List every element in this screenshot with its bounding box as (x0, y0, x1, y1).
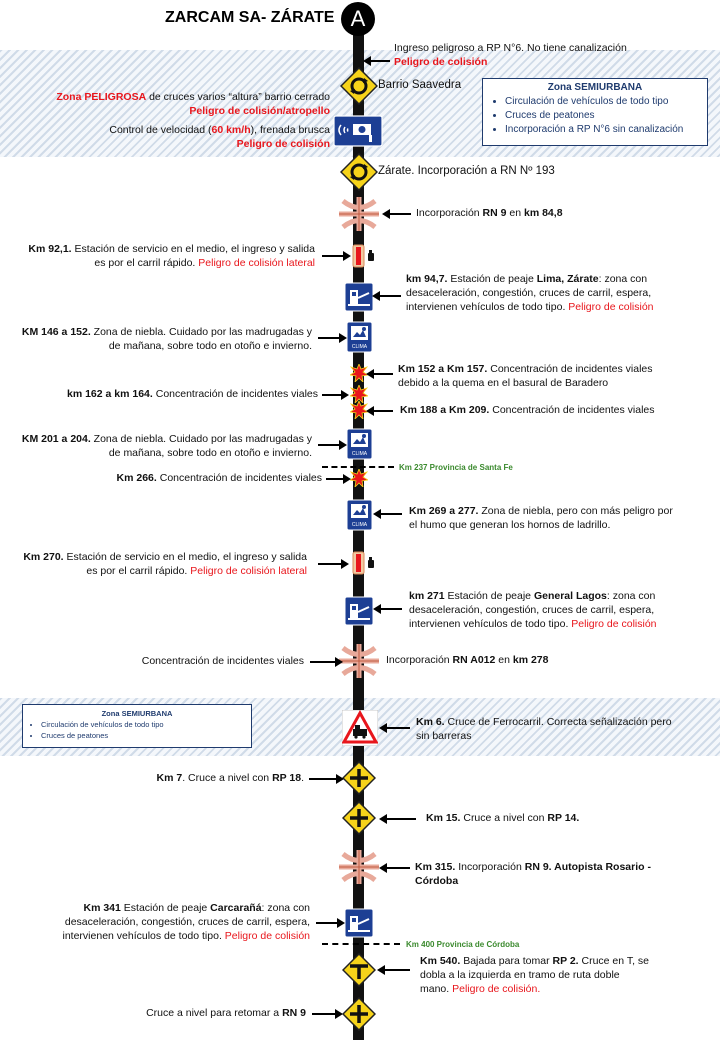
zone-box-bottom-item: • Cruces de peatones (41, 730, 251, 741)
interchange-icon (339, 644, 379, 678)
label-text: es por el carril rápido. (86, 565, 191, 577)
danger-text: Peligro de colisión (571, 618, 657, 630)
label-text: km 162 a km 164. (66, 388, 153, 400)
pointer-arrow-left (384, 969, 410, 971)
label-text: intervienen vehículos de todo tipo. (406, 301, 569, 313)
label-text: KM 146 a 152. (21, 326, 91, 338)
gas-station-icon (350, 550, 378, 576)
start-marker: A (341, 2, 375, 36)
pointer-arrow-right (309, 778, 337, 780)
danger-text: Peligro de colisión (224, 930, 310, 942)
label-text: Incorporación (455, 861, 525, 873)
province-boundary-line (322, 466, 394, 468)
toll-booth-sign-icon (344, 908, 374, 938)
pointer-arrow-right (312, 1013, 336, 1015)
clima-label: CLIMA (351, 451, 368, 457)
pointer-arrow-left (389, 213, 411, 215)
zone-box-top-title: Zona SEMIURBANA (547, 82, 643, 93)
t-junction-sign-icon (342, 953, 376, 987)
pointer-arrow-left (386, 727, 410, 729)
label-km278 (386, 653, 548, 667)
label-retomar-rn9 (8, 1006, 306, 1020)
label-text: ), frenada brusca (250, 124, 330, 136)
label-text: Km 540. (420, 955, 461, 967)
label-text: : zona con (598, 273, 648, 285)
label-text: Estación de peaje (444, 590, 534, 602)
label-speed-control (10, 123, 330, 151)
pointer-arrow-right (310, 661, 336, 663)
label-text: Km 152 a Km 157. (398, 363, 488, 375)
label-km84 (416, 206, 563, 220)
label-text: desaceleración, congestión, cruces de carril, espera, (64, 916, 310, 928)
label-text: intervienen vehículos de todo tipo. (62, 930, 225, 942)
label-km15 (426, 811, 579, 825)
label-text: km 271 (409, 590, 445, 602)
label-text: Lima, Zárate (536, 273, 599, 285)
label-text: KM 201 a 204. (21, 433, 91, 445)
label-km540 (420, 954, 649, 996)
label-text: Bajada para tomar (460, 955, 553, 967)
clima-label: CLIMA (351, 522, 368, 528)
label-km7 (8, 771, 304, 785)
label-text: Estación de servicio en el medio, el ingreso y salida (71, 243, 315, 255)
danger-text: Zona PELIGROSA (56, 91, 147, 103)
railway-crossing-sign-icon (342, 710, 378, 746)
pointer-arrow-left (373, 410, 393, 412)
label-text: RP 2. (552, 955, 579, 967)
label-text: . (301, 772, 304, 784)
pointer-arrow-left (370, 60, 390, 62)
fog-weather-sign-icon (346, 321, 373, 353)
roundabout-sign-icon (340, 67, 378, 105)
label-text: Zona de niebla. Cuidado por las madrugadas y (90, 326, 312, 338)
label-text: en (506, 207, 524, 219)
danger-text: Peligro de colisión. (452, 983, 541, 995)
zone-box-top-item: • Cruces de peatones (505, 109, 707, 123)
crossroads-sign-icon (342, 801, 376, 835)
zone-box-top-item: • Circulación de vehículos de todo tipo (505, 95, 707, 109)
label-text: General Lagos (533, 590, 607, 602)
label-text: desaceleración, congestión, cruces de carril, espera, (406, 287, 652, 299)
label-text: Concentración de incidentes viales (152, 388, 318, 400)
pointer-arrow-left (380, 513, 402, 515)
label-text: km 278 (512, 654, 549, 666)
label-text: RN 9. Autopista Rosario - (524, 861, 651, 873)
label-text: Km 270. (23, 551, 64, 563)
label-text: Km 269 a 277. (409, 505, 479, 517)
label-text: intervienen vehículos de todo tipo. (409, 618, 572, 630)
label-text: RP 14. (547, 812, 580, 824)
label-km271 (409, 589, 657, 631)
label-text: es por el carril rápido. (94, 257, 199, 269)
pointer-arrow-right (322, 394, 342, 396)
danger-text: Peligro de colisión (568, 301, 654, 313)
label-text: Cruce a nivel para retomar a (146, 1007, 283, 1019)
gas-station-icon (350, 243, 378, 269)
label-text: Cruce de Ferrocarril. Correcta señalización pero (444, 716, 672, 728)
speed-camera-sign-icon (333, 115, 383, 147)
label-barrio-saavedra: Barrio Saavedra (378, 79, 462, 91)
zone-box-bottom (22, 704, 252, 748)
label-km201 (8, 432, 312, 460)
label-text: Concentración de incidentes viales (487, 363, 653, 375)
label-incidents-km278: Concentración de incidentes viales (141, 655, 304, 667)
label-text: Km 7 (156, 772, 183, 784)
danger-text: 60 km/h (211, 124, 251, 136)
pointer-arrow-right (318, 337, 340, 339)
label-text: en (495, 654, 513, 666)
province-boundary-line (322, 943, 400, 945)
label-text: de cruces varios “altura” barrio cerrado (146, 91, 330, 103)
label-km152 (398, 362, 653, 390)
crossroads-sign-icon (342, 997, 376, 1031)
label-text: RN A012 (452, 654, 496, 666)
label-text: RN 9 (482, 207, 507, 219)
label-km269 (409, 504, 673, 532)
pointer-arrow-right (318, 563, 342, 565)
label-text: Km 341 (83, 902, 121, 914)
label-dangerous-zone (10, 90, 330, 118)
danger-text: Peligro de colisión (394, 56, 488, 68)
label-km146 (8, 325, 312, 353)
pointer-arrow-right (318, 444, 340, 446)
label-text: Km 6. (416, 716, 445, 728)
label-text: Km 15. (426, 812, 461, 824)
label-text: km 84,8 (524, 207, 563, 219)
danger-text: Peligro de colisión (236, 138, 330, 150)
danger-text: Peligro de colisión lateral (190, 565, 307, 577)
danger-text: Peligro de colisión lateral (198, 257, 315, 269)
label-text: Km 188 a Km 209. (400, 404, 490, 416)
label-text: RN 9 (282, 1007, 306, 1019)
label-text: Incorporación (386, 654, 453, 666)
label-km315 (415, 860, 651, 888)
page-title: ZARCAM SA- ZÁRATE (165, 9, 335, 26)
pointer-arrow-left (379, 295, 401, 297)
label-text: RP 18 (272, 772, 302, 784)
label-text: Estación de peaje (120, 902, 211, 914)
label-text: el humo que generan los hornos de ladrillo. (409, 519, 611, 531)
label-text: Incorporación (416, 207, 483, 219)
interchange-icon (339, 850, 379, 884)
crossroads-sign-icon (342, 761, 376, 795)
label-text: dobla a la izquierda en tramo de ruta doble (420, 969, 620, 981)
fog-weather-sign-icon (346, 499, 373, 531)
label-text: Córdoba (415, 875, 459, 887)
toll-booth-sign-icon (344, 596, 374, 626)
pointer-arrow-left (386, 867, 410, 869)
pointer-arrow-right (322, 255, 344, 257)
clima-label: CLIMA (351, 344, 368, 350)
label-km6 (416, 715, 672, 743)
pointer-arrow-left (380, 608, 402, 610)
danger-text: Peligro de colisión/atropello (189, 105, 330, 117)
label-text: de mañana, sobre todo en otoño e invierno. (108, 340, 312, 352)
label-km341 (8, 901, 310, 943)
pointer-arrow-right (326, 478, 344, 480)
interchange-icon (339, 197, 379, 231)
zone-box-bottom-item: • Circulación de vehículos de todo tipo (41, 719, 251, 730)
label-text: Control de velocidad ( (109, 124, 212, 136)
zone-box-top (482, 78, 708, 146)
label-text: Cruce a nivel con (460, 812, 548, 824)
label-text: Estación de peaje (447, 273, 537, 285)
label-km270 (8, 550, 307, 578)
toll-booth-sign-icon (344, 282, 374, 312)
zone-box-top-item: • Incorporación a RP N°6 sin canalización (505, 123, 707, 137)
label-text: Km 315. (415, 861, 456, 873)
province-boundary-label: Km 237 Provincia de Santa Fe (399, 463, 513, 472)
label-text: km 94,7. (406, 273, 448, 285)
label-text: Km 92,1. (28, 243, 72, 255)
label-text: Concentración de incidentes viales (156, 472, 322, 484)
label-km188 (400, 403, 655, 417)
label-text: : zona con (606, 590, 656, 602)
label-text: Ingreso peligroso a RP N°6. No tiene canalización (394, 42, 627, 54)
province-boundary-label: Km 400 Provincia de Córdoba (406, 940, 520, 949)
pointer-arrow-right (316, 922, 338, 924)
label-km94 (406, 272, 654, 314)
label-text: Estación de servicio en el medio, el ingreso y salida (63, 551, 307, 563)
label-rp6-entry (394, 41, 627, 69)
label-km266 (8, 471, 322, 485)
label-km162 (8, 387, 318, 401)
pointer-arrow-left (373, 373, 393, 375)
roundabout-sign-icon (340, 153, 378, 191)
label-text: . Cruce a nivel con (182, 772, 273, 784)
incident-marker-icon (350, 469, 368, 487)
pointer-arrow-left (386, 818, 416, 820)
label-text: : zona con (261, 902, 310, 914)
label-text: mano. (420, 983, 453, 995)
label-text: debido a la quema en el basural de Baradero (398, 377, 609, 389)
zone-box-bottom-title: Zona SEMIURBANA (101, 709, 173, 718)
label-zarate: Zárate. Incorporación a RN Nº 193 (378, 165, 555, 177)
label-text: Km 266. (116, 472, 157, 484)
label-text: sin barreras (416, 730, 472, 742)
fog-weather-sign-icon (346, 428, 373, 460)
label-text: Carcarañá (210, 902, 262, 914)
label-km92 (8, 242, 315, 270)
label-text: desaceleración, congestión, cruces de carril, espera, (409, 604, 655, 616)
label-text: de mañana, sobre todo en otoño e invierno. (108, 447, 312, 459)
label-text: Zona de niebla, pero con más peligro por (478, 505, 673, 517)
label-text: Concentración de incidentes viales (489, 404, 655, 416)
label-text: Zona de niebla. Cuidado por las madrugadas y (90, 433, 312, 445)
label-text: Cruce en T, se (578, 955, 650, 967)
